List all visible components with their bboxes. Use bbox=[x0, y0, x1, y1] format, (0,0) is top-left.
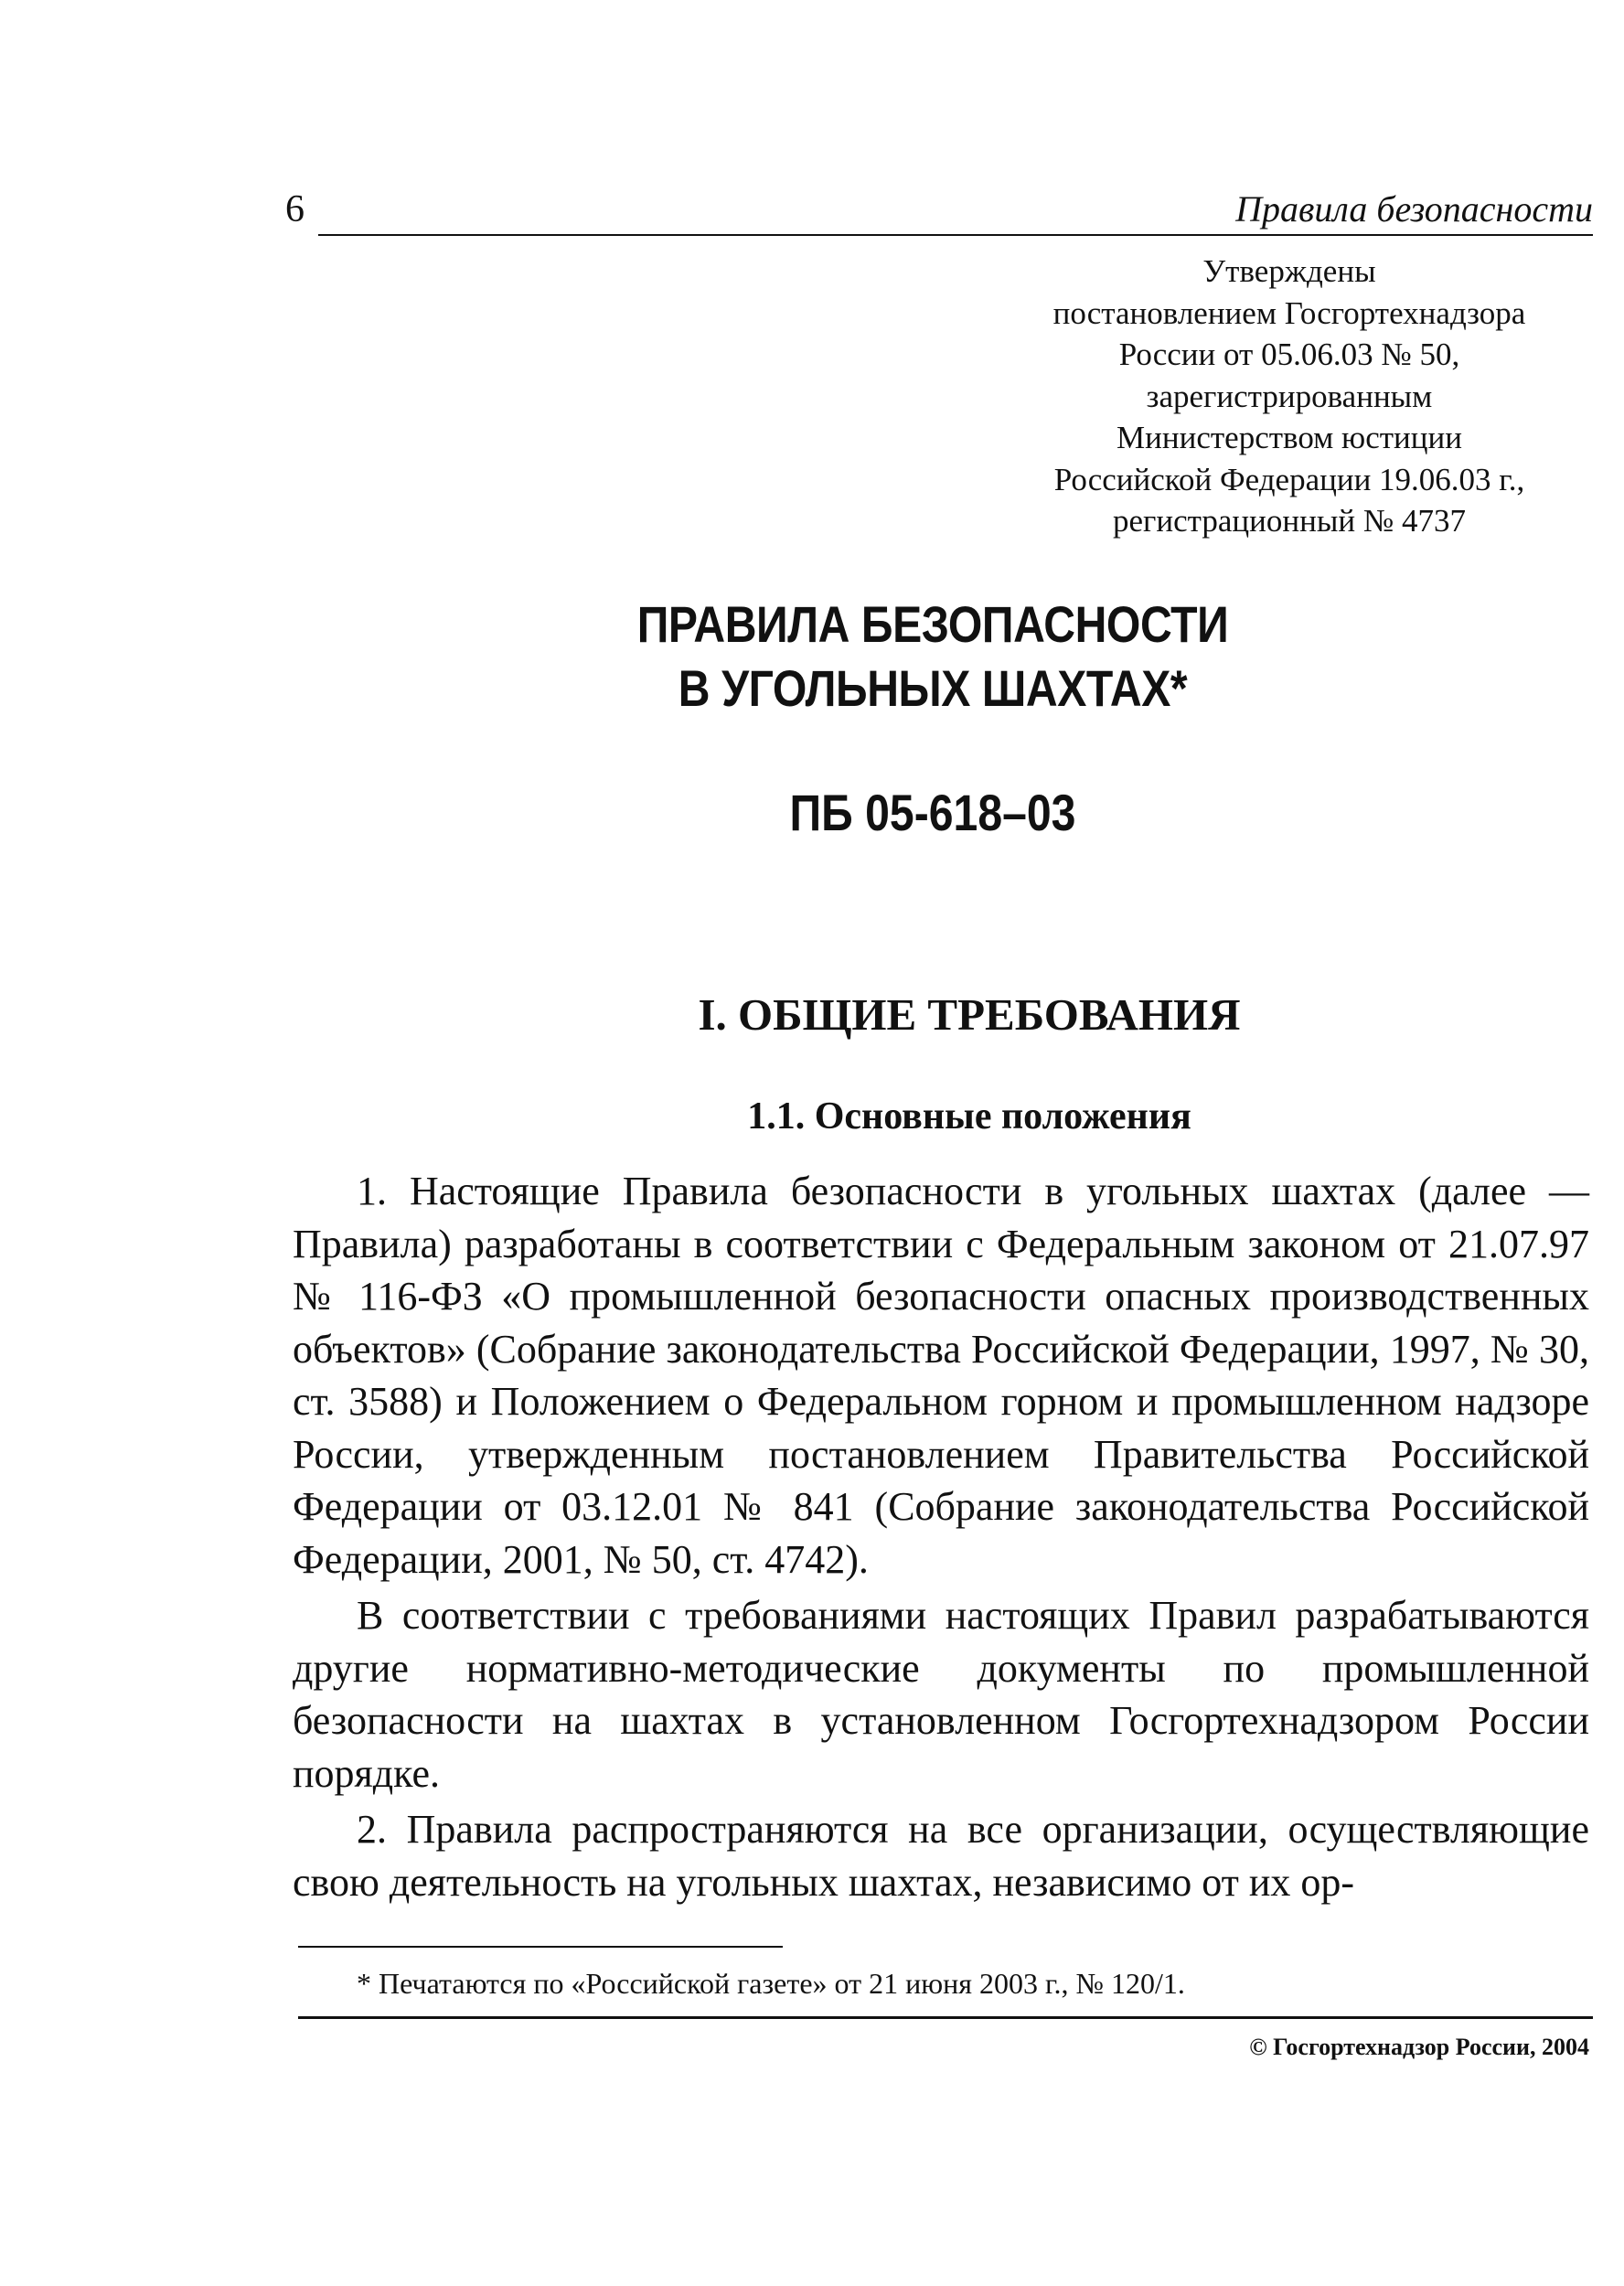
approval-line: Утверждены bbox=[1202, 253, 1376, 289]
running-title: Правила безопасности bbox=[1235, 188, 1593, 230]
paragraph bbox=[293, 1803, 1589, 1908]
header-rule bbox=[318, 234, 1593, 236]
approval-line: России от 05.06.03 № 50, bbox=[1118, 336, 1460, 372]
footnote-rule bbox=[298, 1946, 783, 1948]
approval-block bbox=[969, 251, 1609, 542]
running-header bbox=[285, 187, 1593, 241]
title-line-2: В УГОЛЬНЫХ ШАХТАХ* bbox=[678, 659, 1188, 717]
title-line-1: ПРАВИЛА БЕЗОПАСНОСТИ bbox=[636, 595, 1229, 653]
subsection-heading: 1.1. Основные положения bbox=[747, 1095, 1191, 1138]
approval-line: Министерством юстиции bbox=[1116, 420, 1462, 455]
footnote: * Печатаются по «Российской газете» от 21 июня 2003 г., № 120/1. bbox=[357, 1967, 1185, 2000]
paragraph-text: 1. Настоящие Правила безопасности в угольных шахтах (далее — Правила) разработаны в соответствии с Федеральным законом от 21.07.97 № 116-ФЗ «О промышленной безопасности опасных производственных объектов» (Собрание законодательства Российской Федерации, 1997, № 30, ст. 3588) и Положением о Федеральном горном и промышленном надзоре России, утвержденным постановлением Правительства Российской Федерации от 03.12.01 № 841 (Собрание законодательства Российской Федерации, 2001, № 50, ст. 4742). bbox=[293, 1169, 1589, 1582]
paragraph bbox=[293, 1165, 1589, 1586]
document-title bbox=[555, 593, 1310, 721]
page-number: 6 bbox=[285, 188, 304, 230]
footer-rule bbox=[298, 2016, 1593, 2019]
paragraph bbox=[293, 1589, 1589, 1800]
approval-line: Российской Федерации 19.06.03 г., bbox=[1053, 461, 1525, 497]
paragraph-text: В соответствии с требованиями настоящих Правил разрабатываются другие нормативно-методические документы по промышленной безопасности на шахтах в установленном Госгортехнадзором России порядке. bbox=[293, 1593, 1589, 1796]
document-code: ПБ 05-618–03 bbox=[789, 784, 1076, 841]
copyright: © Госгортехнадзор России, 2004 bbox=[1249, 2034, 1589, 2060]
section-heading: I. ОБЩИЕ ТРЕБОВАНИЯ bbox=[698, 989, 1241, 1040]
body-text bbox=[293, 1165, 1589, 1912]
approval-line: постановлением Госгортехнадзора bbox=[1052, 294, 1526, 331]
paragraph-text: 2. Правила распространяются на все организации, осуществляющие свою деятельность на угольных шахтах, независимо от их ор- bbox=[293, 1807, 1589, 1905]
approval-line: зарегистрированным bbox=[1146, 378, 1433, 414]
approval-line: регистрационный № 4737 bbox=[1113, 503, 1466, 539]
